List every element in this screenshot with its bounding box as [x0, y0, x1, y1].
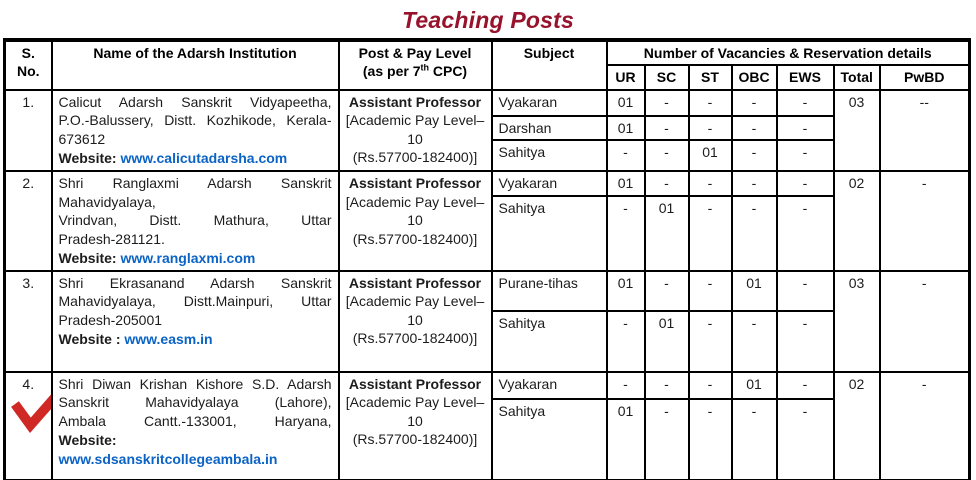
ur-cell: 01 — [607, 116, 645, 140]
website-label: Website : — [58, 331, 121, 348]
header-subject: Subject — [492, 40, 607, 90]
pwbd-cell: -- — [880, 90, 970, 171]
ur-cell: 01 — [607, 271, 645, 311]
subject-cell: Sahitya — [492, 140, 607, 171]
sc-cell: - — [645, 90, 689, 116]
header-sc: SC — [645, 65, 689, 89]
subject-cell: Sahitya — [492, 196, 607, 270]
post-pay-level: Assistant Professor [Academic Pay Level–10 (Rs.57700-182400)] — [339, 90, 492, 171]
ews-cell: - — [777, 90, 834, 116]
website-link[interactable]: www.easm.in — [124, 331, 213, 348]
post-pay-level: Assistant Professor [Academic Pay Level–10 (Rs.57700-182400)] — [339, 372, 492, 480]
header-vacancies: Number of Vacancies & Reservation details — [607, 40, 970, 65]
total-cell: 02 — [834, 372, 880, 480]
obc-cell: - — [732, 90, 777, 116]
st-cell: 01 — [689, 140, 732, 171]
pwbd-cell: - — [880, 271, 970, 372]
header-ur: UR — [607, 65, 645, 89]
subject-cell: Vyakaran — [492, 90, 607, 116]
serial-number: 4. — [5, 372, 52, 480]
ur-cell: 01 — [607, 171, 645, 196]
institution-name: Shri Diwan Krishan Kishore S.D. Adarsh Sanskrit Mahavidyalaya (Lahore), Ambala Cantt.-133001, Haryana, Website: www.sdsanskritcollegeambala.in — [52, 372, 339, 480]
obc-cell: 01 — [732, 271, 777, 311]
header-ews: EWS — [777, 65, 834, 89]
post-pay-level: Assistant Professor [Academic Pay Level–10 (Rs.57700-182400)] — [339, 271, 492, 372]
total-cell: 03 — [834, 90, 880, 171]
sc-cell: - — [645, 399, 689, 480]
obc-cell: - — [732, 140, 777, 171]
subject-cell: Sahitya — [492, 399, 607, 480]
website-label: Website: — [58, 150, 117, 167]
institution-name: Shri Ekrasanand Adarsh Sanskrit Mahavidyalaya, Distt.Mainpuri, Uttar Pradesh-205001 Website : www.easm.in — [52, 271, 339, 372]
header-total: Total — [834, 65, 880, 89]
header-post-pay-level — [339, 40, 492, 90]
obc-cell: 01 — [732, 372, 777, 399]
st-cell: - — [689, 171, 732, 196]
total-cell: 03 — [834, 271, 880, 372]
ews-cell: - — [777, 196, 834, 270]
ews-cell: - — [777, 271, 834, 311]
ur-cell: 01 — [607, 90, 645, 116]
obc-cell: - — [732, 171, 777, 196]
ur-cell: - — [607, 196, 645, 270]
ews-cell: - — [777, 311, 834, 372]
teaching-posts-table — [3, 38, 971, 480]
st-cell: - — [689, 372, 732, 399]
st-cell: - — [689, 311, 732, 372]
ews-cell: - — [777, 116, 834, 140]
obc-cell: - — [732, 196, 777, 270]
header-st: ST — [689, 65, 732, 89]
post-pay-level: Assistant Professor [Academic Pay Level–10 (Rs.57700-182400)] — [339, 171, 492, 270]
subject-cell: Sahitya — [492, 311, 607, 372]
ews-cell: - — [777, 171, 834, 196]
ur-cell: - — [607, 140, 645, 171]
website-label: Website: — [58, 250, 117, 267]
pwbd-cell: - — [880, 372, 970, 480]
table-row — [5, 372, 970, 399]
ur-cell: 01 — [607, 399, 645, 480]
total-cell: 02 — [834, 171, 880, 270]
table-row — [5, 171, 970, 196]
ews-cell: - — [777, 140, 834, 171]
sc-cell: - — [645, 140, 689, 171]
subject-cell: Darshan — [492, 116, 607, 140]
serial-number: 3. — [5, 271, 52, 372]
sc-cell: - — [645, 372, 689, 399]
pwbd-cell: - — [880, 171, 970, 270]
subject-cell: Vyakaran — [492, 171, 607, 196]
sc-cell: - — [645, 171, 689, 196]
ews-cell: - — [777, 372, 834, 399]
subject-cell: Purane-tihas — [492, 271, 607, 311]
ur-cell: - — [607, 372, 645, 399]
page-title: Teaching Posts — [402, 7, 574, 33]
institution-name: Calicut Adarsh Sanskrit Vidyapeetha, P.O.-Balussery, Distt. Kozhikode, Kerala- 673612 Website: www.calicutadarsha.com — [52, 90, 339, 171]
sc-cell: 01 — [645, 196, 689, 270]
st-cell: - — [689, 271, 732, 311]
website-link[interactable]: www.ranglaxmi.com — [120, 250, 256, 267]
table-row — [5, 271, 970, 311]
header-pwbd: PwBD — [880, 65, 970, 89]
website-label: Website: — [58, 432, 117, 449]
st-cell: - — [689, 196, 732, 270]
header-sno: S. No. — [5, 40, 52, 90]
header-post-line1: Post & Pay Level — [358, 45, 472, 61]
subject-cell: Vyakaran — [492, 372, 607, 399]
sc-cell: - — [645, 116, 689, 140]
website-link[interactable]: www.sdsanskritcollegeambala.in — [58, 450, 278, 467]
serial-number: 1. — [5, 90, 52, 171]
st-cell: - — [689, 116, 732, 140]
header-obc: OBC — [732, 65, 777, 89]
obc-cell: - — [732, 311, 777, 372]
header-institution-name: Name of the Adarsh Institution — [52, 40, 339, 90]
obc-cell: - — [732, 116, 777, 140]
ews-cell: - — [777, 399, 834, 480]
sc-cell: - — [645, 271, 689, 311]
st-cell: - — [689, 90, 732, 116]
st-cell: - — [689, 399, 732, 480]
serial-number: 2. — [5, 171, 52, 270]
sc-cell: 01 — [645, 311, 689, 372]
website-link[interactable]: www.calicutadarsha.com — [120, 150, 288, 167]
table-row — [5, 90, 970, 116]
header-post-line2: (as per 7th CPC) — [362, 62, 468, 80]
obc-cell: - — [732, 399, 777, 480]
ur-cell: - — [607, 311, 645, 372]
institution-name: Shri Ranglaxmi Adarsh Sanskrit Mahavidyalaya, Vrindvan, Distt. Mathura, Uttar Pradesh-281121. Website: www.ranglaxmi.com — [52, 171, 339, 270]
